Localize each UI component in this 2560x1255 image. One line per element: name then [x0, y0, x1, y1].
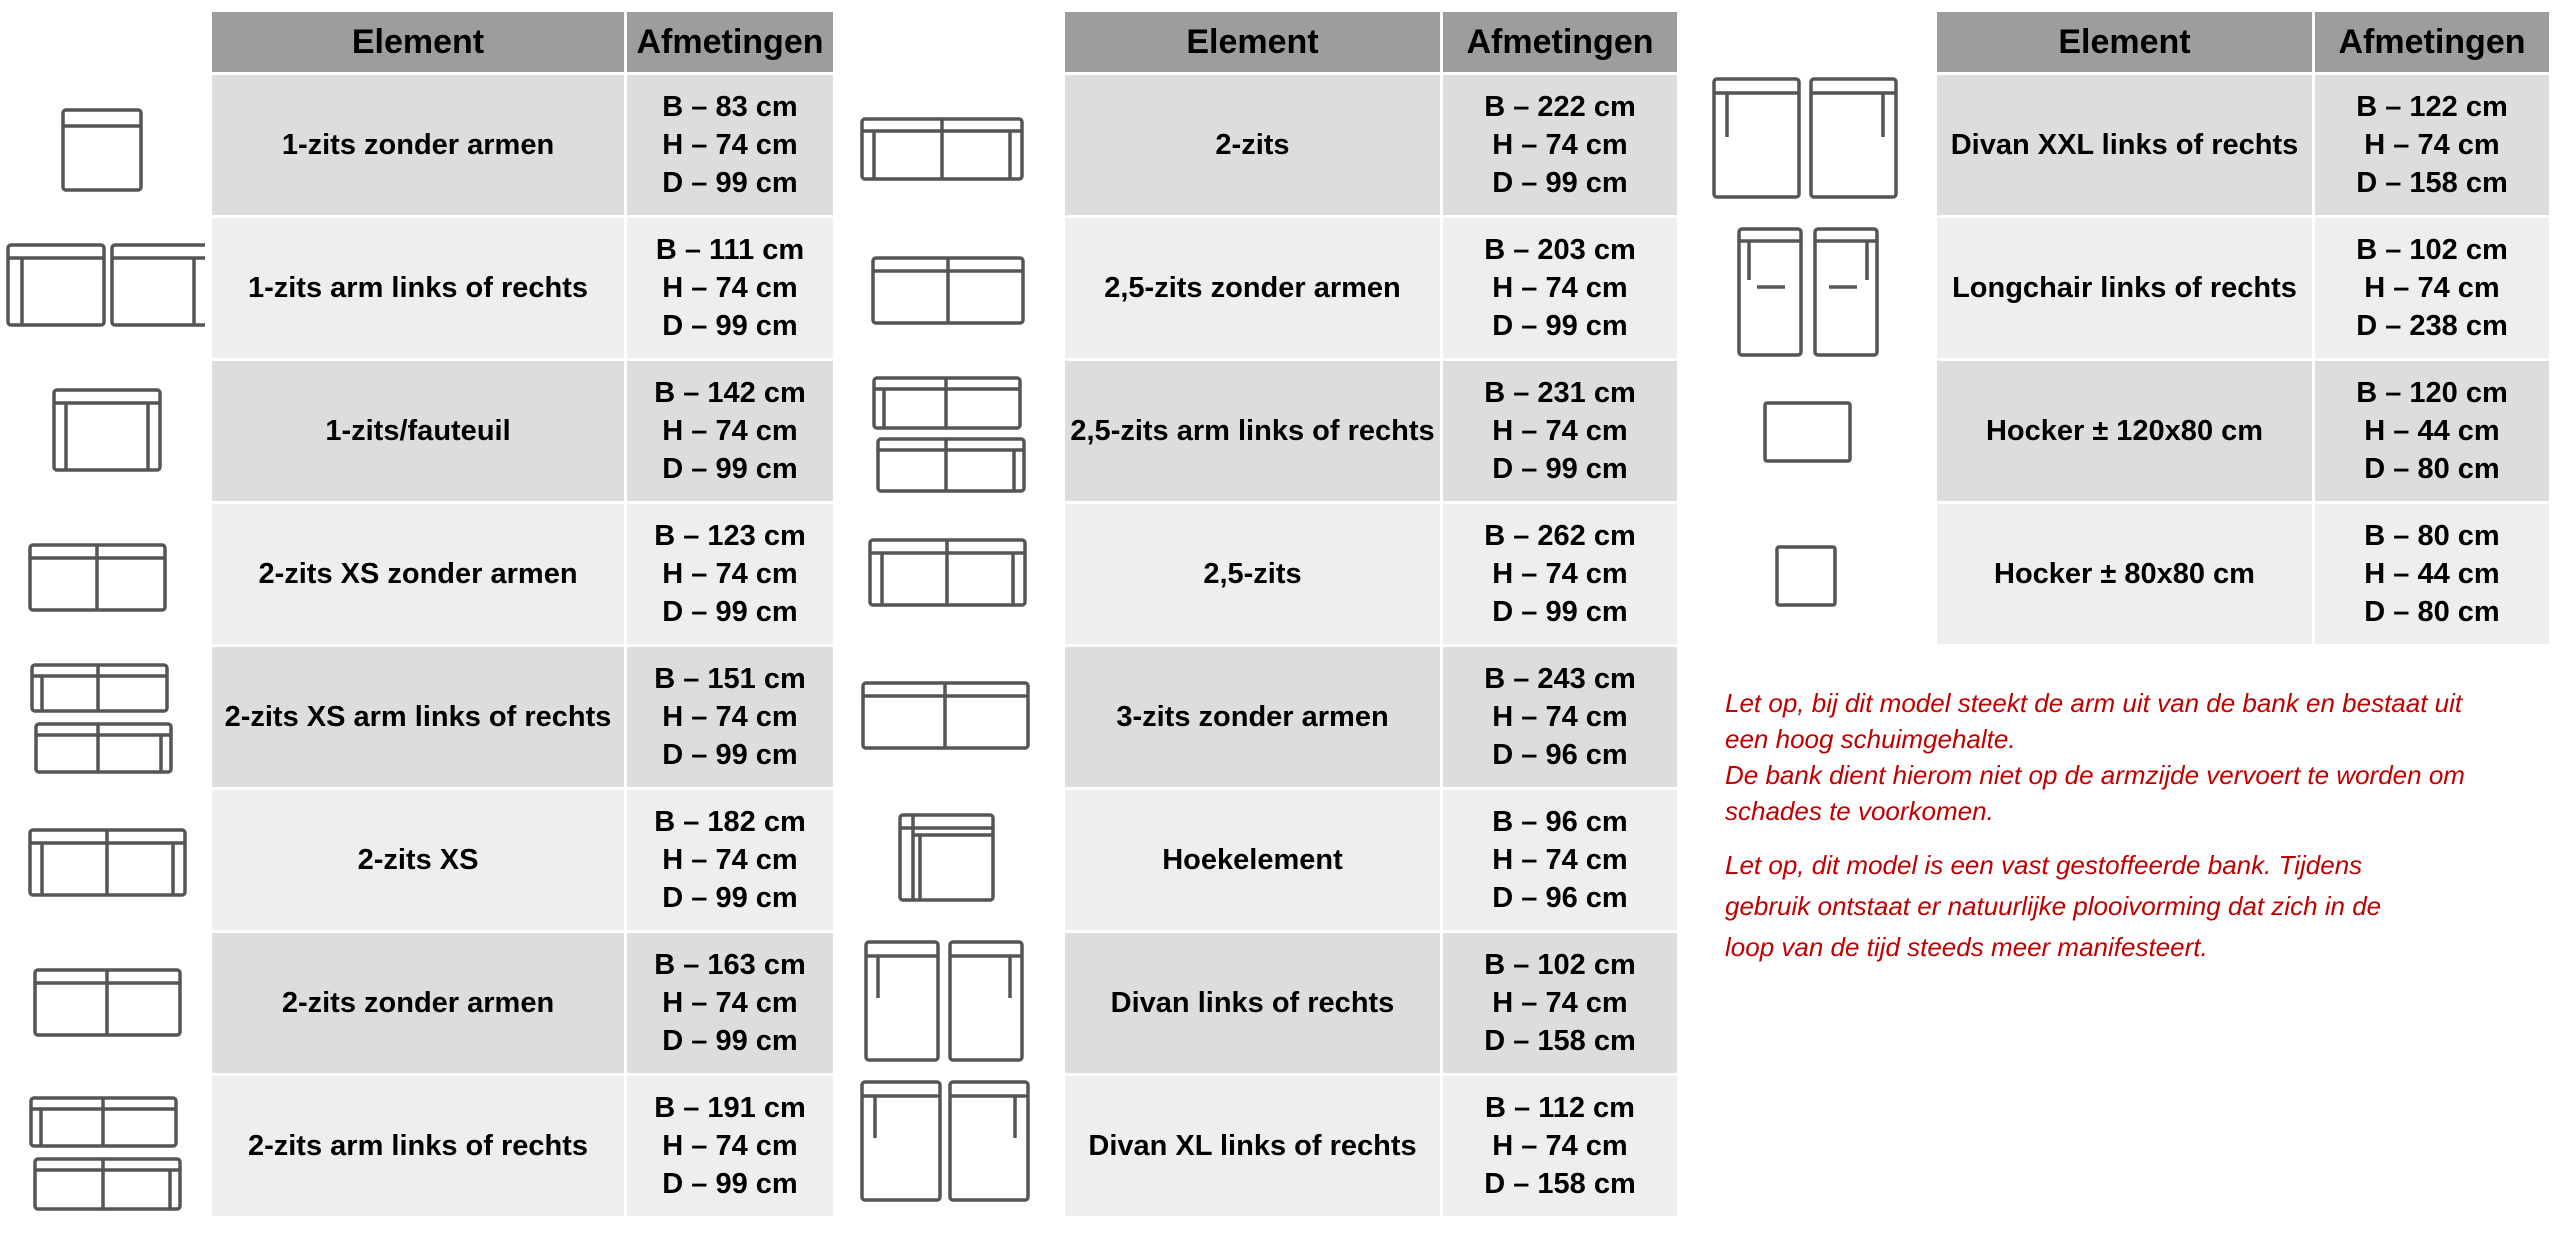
height-value: H – 74 cm	[2364, 129, 2500, 161]
element-name: Longchair links of rechts	[1937, 218, 2315, 361]
depth-value: D – 99 cm	[662, 310, 798, 342]
hocker-square-icon	[1772, 542, 1840, 610]
element-dimensions	[1443, 504, 1680, 647]
depth-value: D – 99 cm	[662, 453, 798, 485]
header-element: Element	[1065, 12, 1443, 75]
depth-value: D – 99 cm	[1492, 596, 1628, 628]
depth-value: D – 96 cm	[1492, 882, 1628, 914]
depth-value: D – 99 cm	[662, 882, 798, 914]
element-dimensions	[1443, 75, 1680, 218]
depth-value: D – 99 cm	[662, 596, 798, 628]
element-dimensions	[1443, 647, 1680, 790]
height-value: H – 74 cm	[1492, 415, 1628, 447]
dimensions-table-1	[212, 12, 836, 1219]
height-value: H – 44 cm	[2364, 415, 2500, 447]
table-row	[212, 218, 836, 361]
corner-element-icon	[895, 810, 1000, 905]
header-element: Element	[1937, 12, 2315, 75]
width-value: B – 163 cm	[654, 949, 806, 981]
table-row	[1937, 504, 2552, 647]
sofa-1-seat-no-arms-icon	[55, 100, 155, 200]
sofa-2-5-seat-no-arms-icon	[868, 253, 1028, 328]
element-name: 2,5-zits zonder armen	[1065, 218, 1443, 361]
element-name: 3-zits zonder armen	[1065, 647, 1443, 790]
height-value: H – 74 cm	[1492, 987, 1628, 1019]
sofa-2-seat-xs-icon	[25, 825, 190, 900]
table-row	[1065, 504, 1680, 647]
depth-value: D – 99 cm	[1492, 310, 1628, 342]
element-dimensions	[627, 75, 836, 218]
divan-xxl-icon	[1710, 75, 1900, 200]
width-value: B – 102 cm	[2356, 234, 2508, 266]
element-name: 2-zits XS arm links of rechts	[212, 647, 627, 790]
height-value: H – 74 cm	[1492, 1130, 1628, 1162]
element-name: 2,5-zits	[1065, 504, 1443, 647]
element-name: 2-zits	[1065, 75, 1443, 218]
divan-icon	[862, 938, 1027, 1063]
depth-value: D – 99 cm	[662, 167, 798, 199]
dimensions-table-3	[1937, 12, 2552, 647]
width-value: B – 262 cm	[1484, 520, 1636, 552]
sofa-2-5-seat-one-arm-icon	[870, 375, 1030, 495]
note-line: Let op, bij dit model steekt de arm uit van de bank en bestaat uit	[1725, 688, 2463, 718]
element-dimensions	[2315, 361, 2552, 504]
table-row	[1065, 790, 1680, 933]
depth-value: D – 99 cm	[1492, 167, 1628, 199]
note-line: een hoog schuimgehalte.	[1725, 724, 2016, 754]
sofa-3-seat-no-arms-icon	[858, 678, 1033, 753]
header-dimensions: Afmetingen	[627, 12, 836, 75]
width-value: B – 191 cm	[654, 1092, 806, 1124]
sofa-2-seat-xs-no-arms-icon	[25, 540, 170, 615]
height-value: H – 74 cm	[1492, 272, 1628, 304]
header-dimensions: Afmetingen	[1443, 12, 1680, 75]
depth-value: D – 158 cm	[1484, 1025, 1636, 1057]
table-row	[212, 75, 836, 218]
table-row	[1937, 218, 2552, 361]
depth-value: D – 99 cm	[1492, 453, 1628, 485]
note-line: Let op, dit model is een vast gestoffeerde bank. Tijdens	[1725, 850, 2363, 880]
width-value: B – 123 cm	[654, 520, 806, 552]
element-dimensions	[627, 1076, 836, 1219]
depth-value: D – 99 cm	[662, 1168, 798, 1200]
element-name: Divan XL links of rechts	[1065, 1076, 1443, 1219]
element-name: Divan XXL links of rechts	[1937, 75, 2315, 218]
element-dimensions	[1443, 361, 1680, 504]
element-name: 2-zits zonder armen	[212, 933, 627, 1076]
height-value: H – 74 cm	[662, 558, 798, 590]
height-value: H – 74 cm	[662, 415, 798, 447]
depth-value: D – 99 cm	[662, 1025, 798, 1057]
width-value: B – 83 cm	[662, 91, 798, 123]
element-dimensions	[627, 933, 836, 1076]
element-dimensions	[627, 647, 836, 790]
element-name: 2-zits XS	[212, 790, 627, 933]
table-row	[212, 647, 836, 790]
width-value: B – 102 cm	[1484, 949, 1636, 981]
element-name: Hocker ± 120x80 cm	[1937, 361, 2315, 504]
sofa-2-5-seat-icon	[865, 535, 1030, 610]
width-value: B – 222 cm	[1484, 91, 1636, 123]
height-value: H – 74 cm	[1492, 701, 1628, 733]
width-value: B – 151 cm	[654, 663, 806, 695]
element-name: Hoekelement	[1065, 790, 1443, 933]
table-row	[1937, 75, 2552, 218]
table-row	[212, 790, 836, 933]
height-value: H – 74 cm	[1492, 129, 1628, 161]
element-dimensions	[627, 218, 836, 361]
width-value: B – 111 cm	[655, 234, 805, 266]
note-line: loop van de tijd steeds meer manifesteert.	[1725, 932, 2208, 962]
note-upholstery	[1725, 845, 2381, 968]
sofa-2-seat-icon	[858, 115, 1028, 185]
dimensions-table-2	[1065, 12, 1680, 1219]
element-dimensions	[2315, 75, 2552, 218]
longchair-icon	[1735, 225, 1885, 360]
depth-value: D – 80 cm	[2364, 596, 2500, 628]
element-name: 1-zits arm links of rechts	[212, 218, 627, 361]
element-name: 2,5-zits arm links of rechts	[1065, 361, 1443, 504]
hocker-rectangular-icon	[1760, 398, 1855, 468]
depth-value: D – 238 cm	[2356, 310, 2508, 342]
element-name: Hocker ± 80x80 cm	[1937, 504, 2315, 647]
sofa-1-seat-one-arm-icon	[5, 240, 205, 330]
sofa-2-seat-one-arm-icon	[27, 1095, 187, 1215]
sofa-2-seat-xs-one-arm-icon	[28, 662, 178, 777]
width-value: B – 120 cm	[2356, 377, 2508, 409]
width-value: B – 142 cm	[654, 377, 806, 409]
element-dimensions	[1443, 790, 1680, 933]
element-name: 2-zits arm links of rechts	[212, 1076, 627, 1219]
height-value: H – 74 cm	[662, 701, 798, 733]
width-value: B – 243 cm	[1484, 663, 1636, 695]
element-name: 2-zits XS zonder armen	[212, 504, 627, 647]
table-row	[212, 504, 836, 647]
depth-value: D – 158 cm	[2356, 167, 2508, 199]
armchair-icon	[50, 385, 165, 475]
depth-value: D – 80 cm	[2364, 453, 2500, 485]
element-dimensions	[2315, 504, 2552, 647]
table-row	[1937, 361, 2552, 504]
depth-value: D – 99 cm	[662, 739, 798, 771]
width-value: B – 182 cm	[654, 806, 806, 838]
element-dimensions	[1443, 933, 1680, 1076]
height-value: H – 74 cm	[662, 987, 798, 1019]
height-value: H – 74 cm	[662, 129, 798, 161]
element-name: 1-zits zonder armen	[212, 75, 627, 218]
table-row	[1065, 933, 1680, 1076]
element-dimensions	[627, 790, 836, 933]
table-row	[212, 361, 836, 504]
depth-value: D – 158 cm	[1484, 1168, 1636, 1200]
height-value: H – 74 cm	[1492, 558, 1628, 590]
table-row	[212, 1076, 836, 1219]
width-value: B – 122 cm	[2356, 91, 2508, 123]
header-dimensions: Afmetingen	[2315, 12, 2552, 75]
width-value: B – 231 cm	[1484, 377, 1636, 409]
header-element: Element	[212, 12, 627, 75]
table-row	[1065, 361, 1680, 504]
note-arm-foam	[1725, 685, 2465, 829]
note-line: schades te voorkomen.	[1725, 796, 1994, 826]
element-dimensions	[2315, 218, 2552, 361]
table-row	[212, 933, 836, 1076]
element-dimensions	[627, 361, 836, 504]
width-value: B – 112 cm	[1485, 1092, 1635, 1124]
height-value: H – 74 cm	[662, 844, 798, 876]
width-value: B – 96 cm	[1492, 806, 1628, 838]
sofa-2-seat-no-arms-icon	[30, 965, 185, 1040]
width-value: B – 203 cm	[1484, 234, 1636, 266]
table-row	[1065, 1076, 1680, 1219]
element-name: Divan links of rechts	[1065, 933, 1443, 1076]
height-value: H – 74 cm	[1492, 844, 1628, 876]
height-value: H – 74 cm	[2364, 272, 2500, 304]
height-value: H – 74 cm	[662, 272, 798, 304]
element-name: 1-zits/fauteuil	[212, 361, 627, 504]
table-row	[1065, 647, 1680, 790]
height-value: H – 44 cm	[2364, 558, 2500, 590]
note-line: De bank dient hierom niet op de armzijde vervoert te worden om	[1725, 760, 2465, 790]
divan-xl-icon	[858, 1078, 1033, 1203]
depth-value: D – 96 cm	[1492, 739, 1628, 771]
table-row	[1065, 75, 1680, 218]
element-dimensions	[1443, 218, 1680, 361]
height-value: H – 74 cm	[662, 1130, 798, 1162]
element-dimensions	[1443, 1076, 1680, 1219]
element-dimensions	[627, 504, 836, 647]
table-row	[1065, 218, 1680, 361]
note-line: gebruik ontstaat er natuurlijke plooivorming dat zich in de	[1725, 891, 2382, 921]
width-value: B – 80 cm	[2364, 520, 2500, 552]
